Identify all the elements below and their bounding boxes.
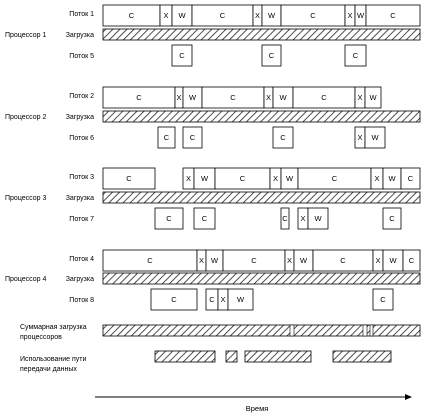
thread-a-label: Поток 2 <box>69 93 94 100</box>
segment-letter: X <box>375 256 381 266</box>
segment-letter: W <box>236 295 245 305</box>
load-bar <box>103 273 420 284</box>
processor-label: Процессор 3 <box>5 195 47 202</box>
segment-letter: W <box>178 11 186 21</box>
segment-letter: C <box>352 51 359 61</box>
processor-3-block <box>5 168 420 229</box>
segment-letter: C <box>230 93 236 103</box>
segment-letter: C <box>282 214 288 224</box>
segment-letter: W <box>314 214 322 224</box>
thread-b-label: Поток 8 <box>69 297 94 304</box>
segment-letter: W <box>279 93 287 103</box>
processor-label: Процессор 1 <box>5 32 47 39</box>
segment-letter: X <box>220 295 226 305</box>
thread-b-track <box>151 289 393 310</box>
segment-letter: C <box>407 174 414 184</box>
thread-a-track <box>103 87 381 108</box>
segment-letter: C <box>171 295 177 305</box>
bus-label-line1: Использование пути <box>20 356 87 363</box>
segment-letter: C <box>280 133 286 143</box>
segment-letter: C <box>331 174 338 184</box>
segment-letter: W <box>369 93 377 103</box>
bus-label-line2: передачи данных <box>20 366 77 373</box>
summary-gap-mark <box>363 325 367 336</box>
bus-usage-segment <box>333 351 391 362</box>
load-bar <box>103 111 420 122</box>
segment-letter: X <box>185 174 192 184</box>
processor-label: Процессор 4 <box>5 276 47 283</box>
segment-letter: C <box>136 93 142 103</box>
segment-letter: X <box>357 133 363 143</box>
segment-letter: W <box>285 174 294 184</box>
segment-letter: C <box>166 214 172 224</box>
segment-letter: W <box>188 93 197 103</box>
bus-usage-track <box>155 351 391 362</box>
segment-letter: W <box>356 11 365 21</box>
bus-usage-block <box>20 351 391 373</box>
processor-2-block <box>5 87 420 148</box>
summary-gap-mark <box>290 325 294 336</box>
summary-label-line1: Суммарная загрузка <box>20 324 87 331</box>
load-label: Загрузка <box>65 114 94 121</box>
segment-letter: W <box>388 174 396 184</box>
thread-b-track <box>172 45 366 66</box>
segment-letter: C <box>128 11 135 21</box>
segment-letter: X <box>347 11 353 21</box>
segment-letter: W <box>200 174 209 184</box>
segment-letter: X <box>163 11 169 21</box>
segment-letter: C <box>189 133 196 143</box>
segment-letter: C <box>163 133 170 143</box>
segment-letter: W <box>299 256 308 266</box>
segment-letter: W <box>389 256 397 266</box>
processor-label: Процессор 2 <box>5 114 47 121</box>
segment-letter: W <box>210 256 219 266</box>
segment-letter: C <box>239 174 246 184</box>
segment-letter: C <box>147 256 153 266</box>
thread-b-label: Поток 6 <box>69 135 94 142</box>
load-bar <box>103 29 420 40</box>
segment-letter: X <box>254 11 261 21</box>
thread-b-label: Поток 5 <box>69 53 94 60</box>
segment-letter: X <box>357 93 363 103</box>
bus-usage-segment <box>155 351 215 362</box>
segment-letter: W <box>371 133 379 143</box>
summary-label-line2: процессоров <box>20 334 62 341</box>
load-label: Загрузка <box>65 32 94 39</box>
bus-usage-segment <box>226 351 237 362</box>
thread-b-track <box>158 127 385 148</box>
segment-letter: C <box>268 51 275 61</box>
segment-letter: C <box>251 256 257 266</box>
segment-letter: X <box>272 174 279 184</box>
thread-b-track <box>155 208 401 229</box>
segment-letter: C <box>389 214 395 224</box>
segment-letter: C <box>126 174 132 184</box>
segment-letter: C <box>380 295 386 305</box>
bus-usage-segment <box>245 351 311 362</box>
summary-gap-mark <box>370 325 373 336</box>
time-axis <box>95 394 412 413</box>
processor-1-block <box>5 5 420 66</box>
segment-letter: C <box>340 256 346 266</box>
load-bar <box>103 192 420 203</box>
segment-letter: C <box>310 11 316 21</box>
summary-load-block <box>20 324 420 341</box>
load-label: Загрузка <box>65 195 94 202</box>
segment-letter: X <box>265 93 272 103</box>
segment-letter: C <box>321 93 327 103</box>
time-axis-arrowhead <box>405 394 412 400</box>
load-label: Загрузка <box>65 276 94 283</box>
processor-4-block <box>5 250 420 310</box>
thread-a-track <box>103 5 420 26</box>
thread-a-label: Поток 3 <box>69 174 94 181</box>
segment-letter: X <box>198 256 205 266</box>
segment-letter: C <box>209 295 215 305</box>
segment-letter: C <box>408 256 415 266</box>
segment-letter: X <box>176 93 182 103</box>
segment-letter: C <box>201 214 208 224</box>
segment-letter: C <box>390 11 396 21</box>
segment-letter: C <box>219 11 226 21</box>
segment-letter: X <box>374 174 380 184</box>
time-axis-label: Время <box>245 404 269 413</box>
thread-a-track <box>103 168 420 189</box>
thread-a-track <box>103 250 420 271</box>
segment-letter: C <box>179 51 185 61</box>
segment-letter: X <box>300 214 306 224</box>
thread-b-label: Поток 7 <box>69 216 94 223</box>
segment-letter: W <box>267 11 276 21</box>
thread-a-label: Поток 1 <box>69 11 94 18</box>
thread-a-label: Поток 4 <box>69 256 94 263</box>
segment-letter: X <box>286 256 293 266</box>
